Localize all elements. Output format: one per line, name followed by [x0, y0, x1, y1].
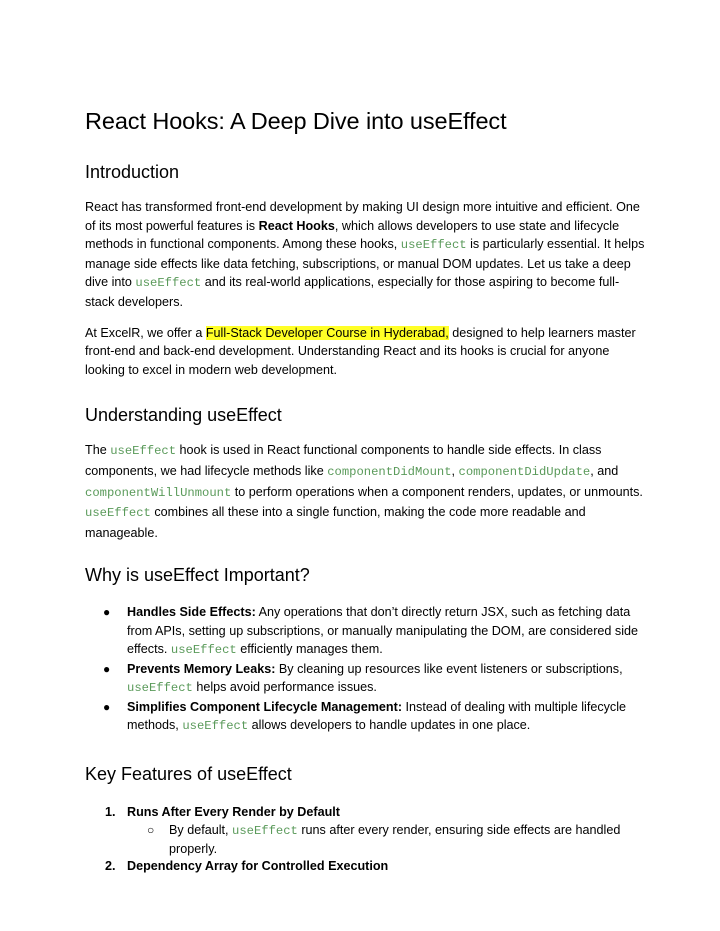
list-item-title: Handles Side Effects: — [127, 605, 256, 620]
bullet-icon: ● — [103, 699, 111, 714]
section-heading-key-features: Key Features of useEffect — [85, 763, 292, 784]
code-useeffect: useEffect — [127, 681, 193, 696]
list-item — [85, 660, 645, 698]
list-item — [85, 698, 645, 736]
section-heading-understanding: Understanding useEffect — [85, 405, 282, 426]
intro-text-b: , which allows developers to use state and lifecycle methods in functional components. Among these hooks, — [85, 218, 620, 252]
item-number: 2. — [105, 859, 116, 874]
intro-text-c: is particularly essential. It helps manage side effects like data fetching, subscriptions, or manual DOM updates. Let us take a deep dive into — [85, 237, 645, 290]
code-componentdidupdate: componentDidUpdate — [458, 464, 591, 479]
excelr-text-b: designed to help learners master front-end and back-end development. Understanding React and its hooks is crucial for anyone looking to excel in modern web development. — [85, 325, 636, 377]
list-item-title: Prevents Memory Leaks: — [127, 661, 276, 676]
understanding-text-a: The — [85, 443, 111, 458]
course-link[interactable]: Full-Stack Developer Course in Hyderabad, — [205, 325, 449, 340]
key-features-list — [85, 804, 645, 876]
code-componentwillunmount: componentWillUnmount — [85, 485, 232, 500]
why-bullet-list — [85, 603, 645, 736]
intro-text-d: and its real-world applications, especially for those aspiring to become full-stack developers. — [85, 275, 620, 309]
item-number: 1. — [105, 804, 116, 819]
sub-list — [127, 821, 645, 858]
code-useeffect: useEffect — [170, 643, 237, 658]
code-useeffect: useEffect — [85, 506, 151, 521]
document-body — [85, 106, 645, 876]
understanding-text-f: combines all these into a single function, making the code more readable and manageable. — [85, 505, 586, 540]
code-useeffect: useEffect — [232, 824, 298, 839]
code-useeffect: useEffect — [182, 719, 249, 734]
code-useeffect: useEffect — [400, 238, 467, 253]
list-item-text: efficiently manages them. — [236, 642, 383, 657]
circle-bullet-icon: ○ — [147, 823, 155, 838]
section-heading-why: Why is useEffect Important? — [85, 565, 310, 586]
section-heading-introduction: Introduction — [85, 162, 180, 182]
list-item-text: Instead of dealing with multiple lifecycle methods, — [127, 699, 627, 733]
list-item-text: Any operations that don’t directly return JSX, such as fetching data from APIs, setting up subscriptions, or manually manipulating the DOM, are considered side effects. — [127, 605, 638, 657]
intro-paragraph — [85, 198, 645, 312]
bullet-icon: ● — [103, 661, 111, 676]
understanding-text-e: to perform operations when a component renders, updates, or unmounts. — [231, 484, 643, 499]
numbered-item-title: Runs After Every Render by Default — [127, 804, 340, 819]
numbered-item-title: Dependency Array for Controlled Execution — [127, 859, 389, 874]
understanding-paragraph — [85, 441, 645, 543]
list-item-text: allows developers to handle updates in one place. — [248, 718, 531, 733]
intro-bold-react-hooks: React Hooks — [258, 218, 335, 233]
page-title: React Hooks: A Deep Dive into useEffect — [85, 108, 507, 134]
code-componentdidmount: componentDidMount — [327, 464, 452, 479]
excelr-paragraph — [85, 324, 645, 380]
bullet-icon: ● — [103, 605, 111, 620]
intro-text-a: React has transformed front-end development by making UI design more intuitive and efficient. One of its most powerful features is — [85, 200, 640, 233]
list-item-text: By cleaning up resources like event listeners or subscriptions, — [275, 661, 623, 676]
sub-item-text: By default, — [169, 823, 233, 838]
code-useeffect: useEffect — [110, 444, 177, 459]
list-item — [85, 603, 645, 660]
understanding-text-d: , and — [590, 463, 619, 478]
code-useeffect: useEffect — [135, 276, 202, 291]
understanding-text-b: hook is used in React functional components to handle side effects. In class components, we had lifecycle methods like — [85, 443, 602, 478]
numbered-item — [85, 858, 645, 876]
list-item-title: Simplifies Component Lifecycle Management: — [127, 699, 403, 714]
list-item-text: helps avoid performance issues. — [192, 680, 377, 695]
excelr-text-a: At ExcelR, we offer a — [85, 325, 206, 340]
sub-item-text: runs after every render, ensuring side effects are handled properly. — [169, 823, 621, 857]
sub-list-item — [127, 821, 645, 858]
understanding-text-c: , — [451, 463, 459, 478]
numbered-item — [85, 804, 645, 859]
